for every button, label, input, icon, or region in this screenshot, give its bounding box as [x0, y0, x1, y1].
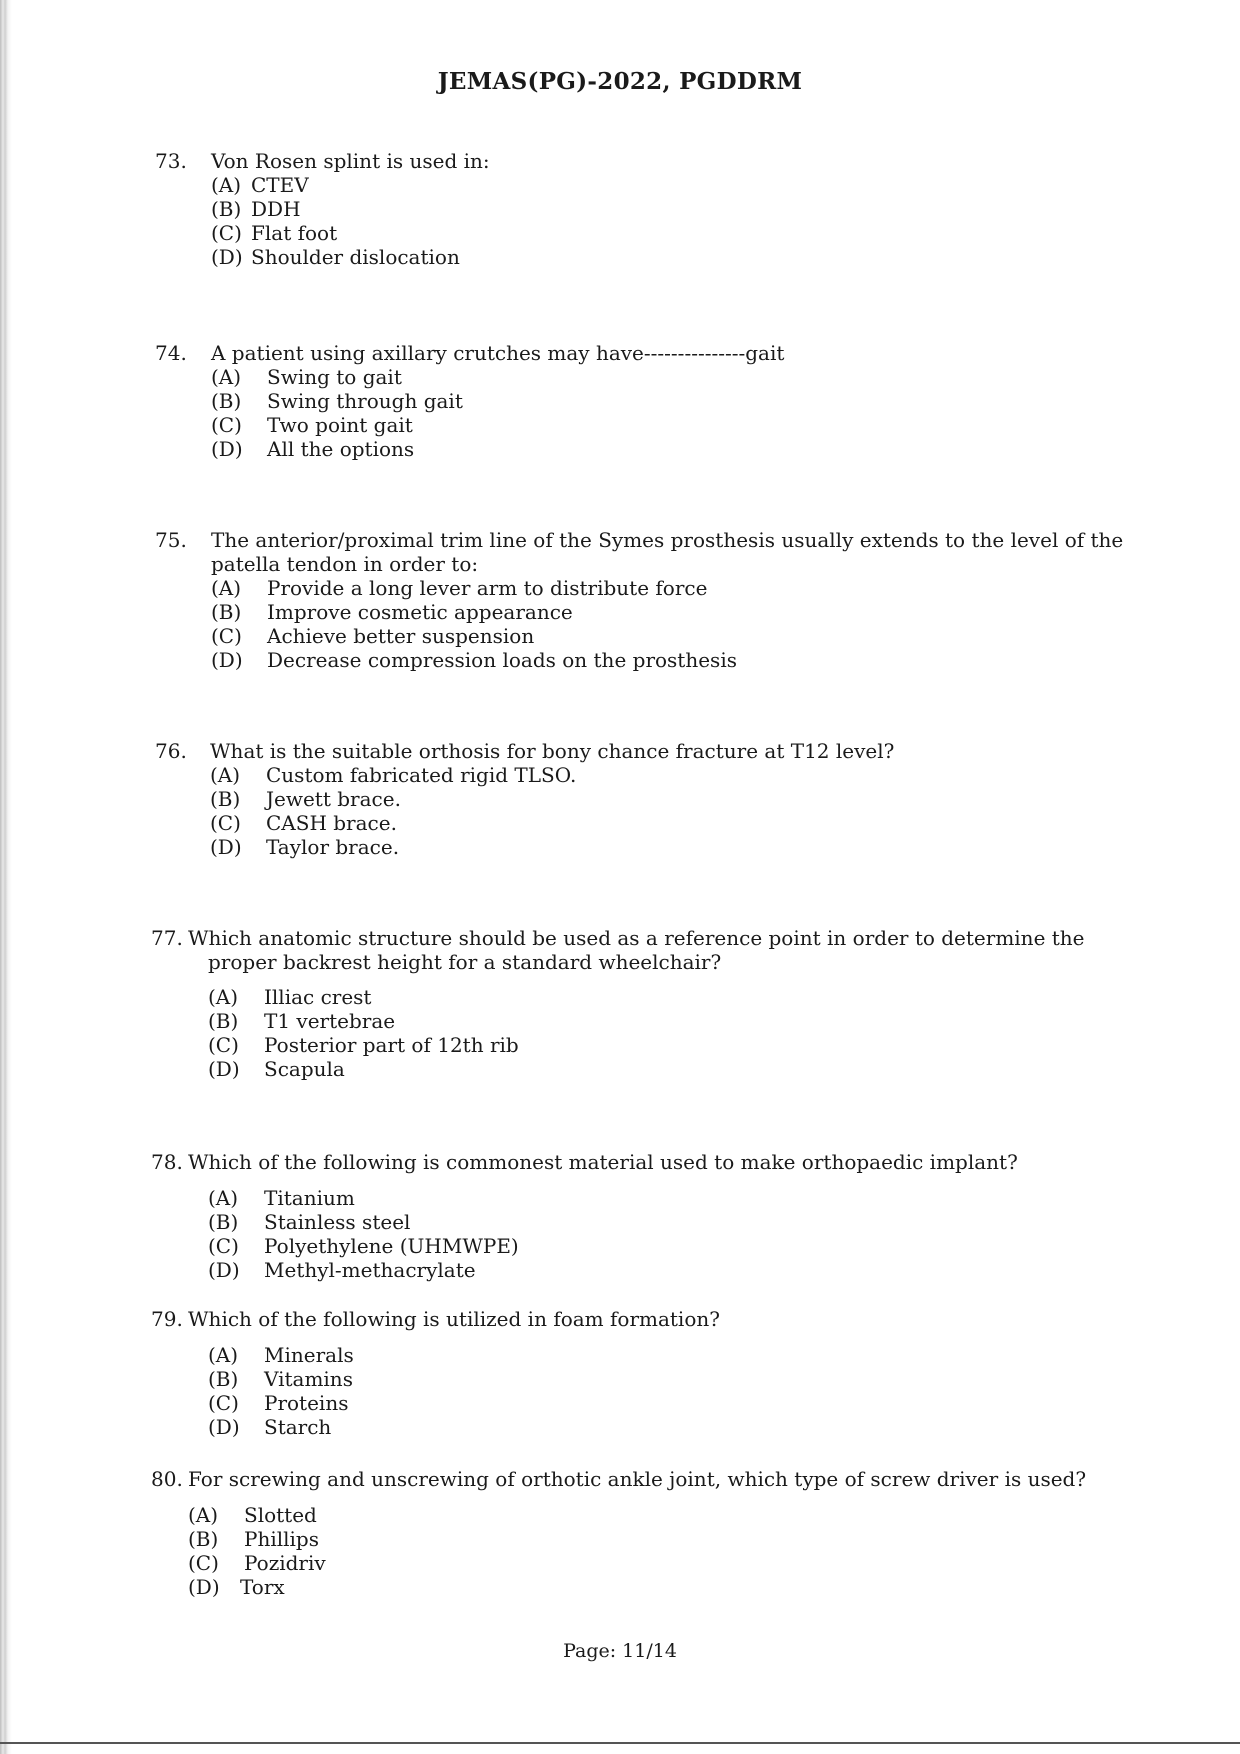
option-a — [188, 1502, 317, 1529]
option-text: Vitamins — [264, 1367, 353, 1391]
option-label: (B) — [208, 1367, 239, 1391]
option-c — [211, 412, 413, 439]
option-label: (D) — [211, 648, 243, 672]
option-label: (A) — [208, 985, 239, 1009]
option-text: Slotted — [244, 1503, 317, 1527]
option-d — [188, 1574, 285, 1601]
option-label: (A) — [208, 1186, 239, 1210]
option-text: Posterior part of 12th rib — [264, 1033, 519, 1057]
question-text: Which anatomic structure should be used as a reference point in order to determine the — [188, 926, 1085, 950]
option-label: (D) — [211, 437, 243, 461]
option-label: (D) — [208, 1415, 240, 1439]
option-label: (B) — [211, 197, 242, 221]
option-text: CTEV — [251, 173, 309, 197]
option-label: (B) — [211, 600, 242, 624]
option-text: Custom fabricated rigid TLSO. — [266, 763, 577, 787]
question-text: For screwing and unscrewing of orthotic ankle joint, which type of screw driver is used? — [188, 1467, 1087, 1491]
option-label: (B) — [210, 787, 241, 811]
option-text: Achieve better suspension — [267, 624, 535, 648]
option-a — [211, 575, 708, 602]
option-b — [188, 1526, 319, 1553]
option-text: Two point gait — [267, 413, 413, 437]
question-text: The anterior/proximal trim line of the Symes prosthesis usually extends to the level of the — [211, 528, 1124, 552]
option-text: Flat foot — [251, 221, 338, 245]
option-c — [208, 1233, 519, 1260]
option-label: (D) — [211, 245, 243, 269]
option-text: Stainless steel — [264, 1210, 411, 1234]
option-label: (B) — [208, 1009, 239, 1033]
option-label: (C) — [208, 1391, 239, 1415]
option-c — [208, 1390, 349, 1417]
option-label: (D) — [208, 1057, 240, 1081]
option-text: Decrease compression loads on the prosthesis — [267, 648, 737, 672]
question-number: 79. — [151, 1307, 183, 1331]
option-text: Illiac crest — [264, 985, 372, 1009]
option-c — [208, 1032, 519, 1059]
option-label: (B) — [211, 389, 242, 413]
option-d — [208, 1257, 476, 1284]
option-d — [211, 647, 737, 674]
option-label: (D) — [188, 1575, 220, 1599]
option-text: T1 vertebrae — [264, 1009, 396, 1033]
option-d — [211, 436, 415, 463]
option-text: Swing to gait — [267, 365, 402, 389]
option-text: Proteins — [264, 1391, 349, 1415]
option-label: (C) — [208, 1234, 239, 1258]
option-c — [210, 810, 397, 837]
option-text: Jewett brace. — [266, 787, 401, 811]
option-b — [208, 1366, 353, 1393]
option-label: (B) — [188, 1527, 219, 1551]
option-a — [208, 1185, 355, 1212]
option-label: (A) — [211, 365, 242, 389]
option-text: Pozidriv — [244, 1551, 326, 1575]
question-text: Which of the following is commonest material used to make orthopaedic implant? — [188, 1150, 1018, 1174]
option-text: DDH — [251, 197, 301, 221]
question-text: Which of the following is utilized in foam formation? — [188, 1307, 720, 1331]
question-text-continued: patella tendon in order to: — [211, 552, 479, 576]
option-a — [211, 364, 402, 391]
option-text: Phillips — [244, 1527, 319, 1551]
option-text: Methyl-methacrylate — [264, 1258, 476, 1282]
option-label: (A) — [208, 1343, 239, 1367]
option-label: (A) — [211, 576, 242, 600]
option-text: All the options — [267, 437, 415, 461]
option-label: (B) — [208, 1210, 239, 1234]
option-text: Minerals — [264, 1343, 354, 1367]
question-text: A patient using axillary crutches may have---------------gait — [211, 341, 785, 365]
option-text: Shoulder dislocation — [251, 245, 460, 269]
question-text: What is the suitable orthosis for bony chance fracture at T12 level? — [210, 739, 895, 763]
option-label: (A) — [211, 173, 242, 197]
question-number: 77. — [151, 926, 183, 950]
question-number: 75. — [155, 528, 187, 552]
option-b — [211, 599, 573, 626]
option-label: (D) — [208, 1258, 240, 1282]
question-number: 76. — [155, 739, 187, 763]
option-label: (D) — [210, 835, 242, 859]
option-label: (C) — [211, 221, 242, 245]
option-label: (C) — [208, 1033, 239, 1057]
option-d — [210, 834, 400, 861]
option-label: (C) — [211, 413, 242, 437]
option-text: Taylor brace. — [266, 835, 400, 859]
option-label: (A) — [210, 763, 241, 787]
scan-edge — [0, 0, 12, 1754]
option-label: (C) — [210, 811, 241, 835]
option-text: Provide a long lever arm to distribute force — [267, 576, 708, 600]
option-b — [210, 786, 401, 813]
option-text: Torx — [240, 1575, 285, 1599]
option-a — [208, 984, 372, 1011]
page-header: JEMAS(PG)-2022, PGDDRM — [437, 68, 803, 95]
option-a — [210, 762, 577, 789]
option-b — [211, 196, 301, 223]
question-number: 78. — [151, 1150, 183, 1174]
option-text: Swing through gait — [267, 389, 463, 413]
question-text: Von Rosen splint is used in: — [211, 149, 490, 173]
page-number: Page: 11/14 — [563, 1640, 677, 1662]
option-label: (C) — [211, 624, 242, 648]
option-c — [211, 623, 535, 650]
option-b — [208, 1008, 396, 1035]
option-text: Titanium — [264, 1186, 355, 1210]
option-b — [211, 388, 463, 415]
option-text: CASH brace. — [266, 811, 397, 835]
option-a — [211, 172, 309, 199]
option-text: Improve cosmetic appearance — [267, 600, 573, 624]
option-label: (A) — [188, 1503, 219, 1527]
question-text-continued: proper backrest height for a standard wheelchair? — [208, 950, 722, 974]
option-c — [188, 1550, 326, 1577]
bottom-rule — [0, 1742, 1240, 1744]
option-text: Scapula — [264, 1057, 345, 1081]
option-d — [208, 1414, 332, 1441]
option-d — [211, 244, 460, 271]
question-number: 74. — [155, 341, 187, 365]
option-label: (C) — [188, 1551, 219, 1575]
question-number: 80. — [151, 1467, 183, 1491]
question-number: 73. — [155, 149, 187, 173]
option-d — [208, 1056, 345, 1083]
option-text: Starch — [264, 1415, 332, 1439]
option-b — [208, 1209, 411, 1236]
option-c — [211, 220, 338, 247]
option-a — [208, 1342, 354, 1369]
option-text: Polyethylene (UHMWPE) — [264, 1234, 519, 1258]
